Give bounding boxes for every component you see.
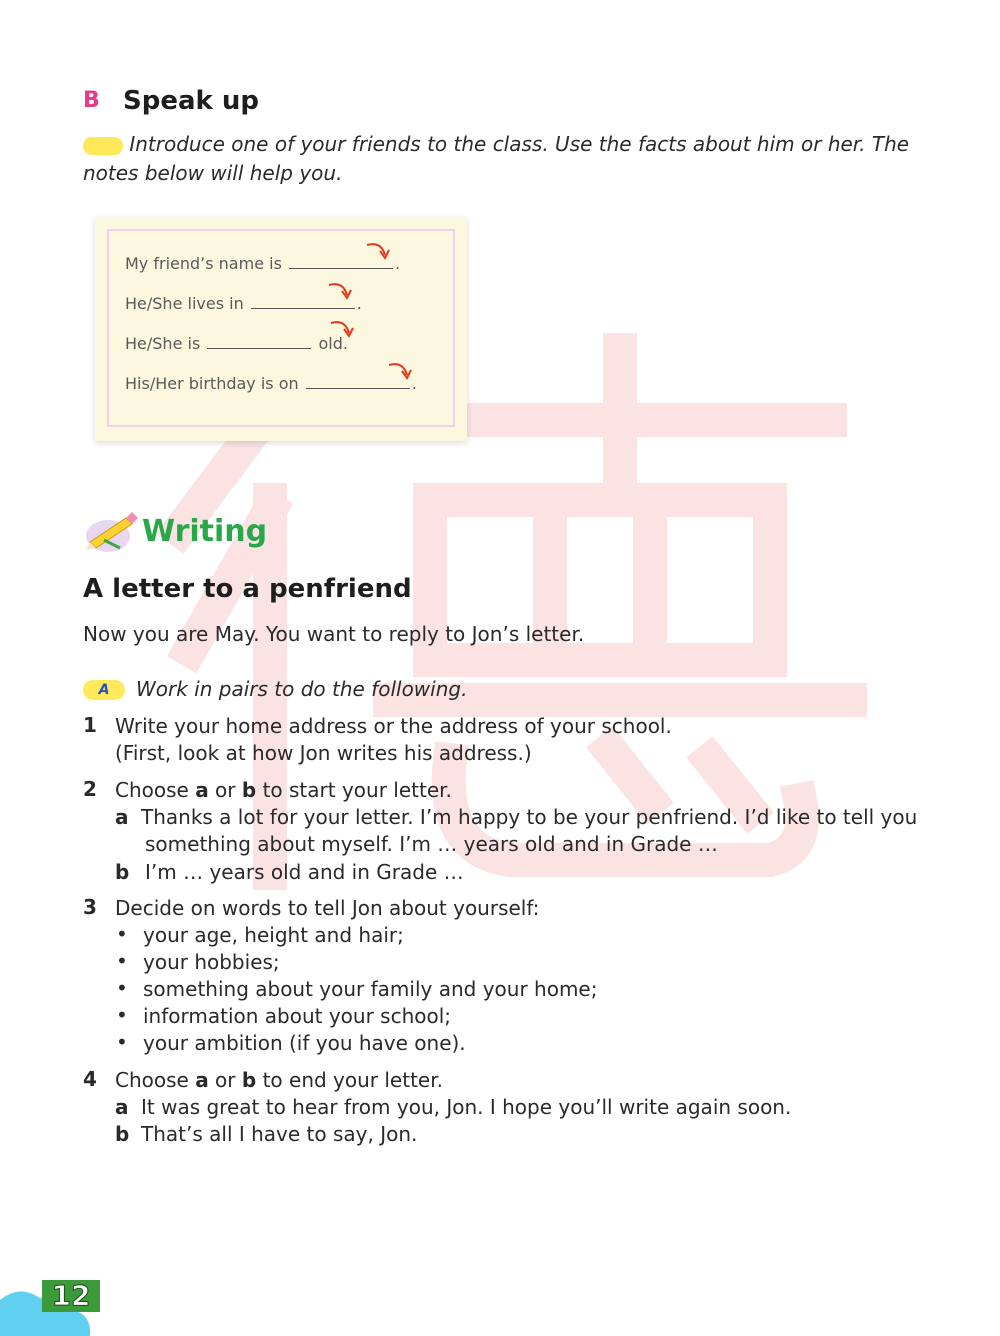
- item2-b: b: [241, 778, 257, 802]
- instruction-text: Introduce one of your friends to the class. Use the facts about him or her. The notes below will help you.: [83, 132, 910, 185]
- blank-line: [207, 336, 311, 349]
- bullet-icon: •: [116, 1003, 128, 1027]
- item4-line: [115, 1067, 443, 1094]
- option-label: b: [115, 860, 130, 884]
- item2-post: to start your letter.: [256, 778, 452, 802]
- curved-arrow-icon: [365, 239, 391, 261]
- note-name-line: [125, 254, 400, 273]
- bullet-icon: •: [116, 922, 128, 946]
- note-birthday-line: [125, 374, 417, 393]
- bullet-icon: •: [116, 949, 128, 973]
- item-number: 1: [83, 713, 97, 737]
- item2-mid: or: [208, 778, 242, 802]
- item2-option-a-line1: Thanks a lot for your letter. I’m happy to be your penfriend. I’d like to tell you: [141, 805, 918, 829]
- item4-option-b-line1: That’s all I have to say, Jon.: [141, 1122, 418, 1146]
- item4-a: a: [195, 1068, 209, 1092]
- item2-option-a-line2: something about myself. I’m … years old and in Grade …: [145, 832, 718, 856]
- note-age-line: [125, 334, 348, 353]
- intro-line: Now you are May. You want to reply to Jon’s letter.: [83, 622, 585, 646]
- task-badge: A: [83, 680, 125, 700]
- notes-card: [95, 217, 467, 441]
- note-lives-suffix: .: [356, 294, 362, 313]
- bullet-item: something about your family and your home;: [143, 977, 598, 1001]
- bullet-icon: •: [116, 976, 128, 1000]
- item1-line2: (First, look at how Jon writes his address.): [115, 741, 532, 765]
- section-title: Speak up: [123, 86, 259, 116]
- item-number: 3: [83, 895, 97, 919]
- option-label: a: [115, 1095, 129, 1119]
- bullet-item: information about your school;: [143, 1004, 452, 1028]
- curved-arrow-icon: [329, 317, 355, 339]
- curved-arrow-icon: [327, 279, 353, 301]
- note-birthday-suffix: .: [411, 374, 417, 393]
- curved-arrow-icon: [387, 359, 413, 381]
- item4-post: to end your letter.: [256, 1068, 443, 1092]
- task-instruction: Work in pairs to do the following.: [136, 677, 468, 701]
- writing-title: Writing: [142, 514, 268, 549]
- note-name-suffix: .: [395, 254, 401, 273]
- page-number: 12: [42, 1280, 100, 1312]
- note-age-prefix: He/She is: [125, 334, 201, 353]
- item4-pre: Choose: [115, 1068, 196, 1092]
- bullet-item: your hobbies;: [143, 950, 280, 974]
- item2-a: a: [195, 778, 209, 802]
- note-name-prefix: My friend’s name is: [125, 254, 282, 273]
- letter-title: A letter to a penfriend: [83, 574, 412, 604]
- option-label: b: [115, 1122, 130, 1146]
- item-number: 2: [83, 777, 97, 801]
- item4-mid: or: [208, 1068, 242, 1092]
- item2-line: [115, 777, 452, 804]
- item-number: 4: [83, 1067, 97, 1091]
- bullet-item: your age, height and hair;: [143, 923, 404, 947]
- bullet-icon: •: [116, 1030, 128, 1054]
- item2-option-b-line1: I’m … years old and in Grade …: [145, 860, 464, 884]
- item3-line: Decide on words to tell Jon about yourself:: [115, 896, 540, 920]
- note-age-suffix: old.: [318, 334, 348, 353]
- highlight-tag-icon: [83, 137, 123, 155]
- bullet-item: your ambition (if you have one).: [143, 1031, 466, 1055]
- section-letter: B: [83, 88, 100, 113]
- item2-pre: Choose: [115, 778, 196, 802]
- option-label: a: [115, 805, 129, 829]
- item1-line1: Write your home address or the address of your school.: [115, 714, 672, 738]
- writing-heading: [84, 508, 284, 560]
- item4-option-a-line1: It was great to hear from you, Jon. I hope you’ll write again soon.: [141, 1095, 792, 1119]
- item4-b: b: [241, 1068, 257, 1092]
- pencil-icon: [84, 508, 140, 556]
- speak-up-instruction: [83, 130, 913, 188]
- note-lives-prefix: He/She lives in: [125, 294, 244, 313]
- note-birthday-prefix: His/Her birthday is on: [125, 374, 299, 393]
